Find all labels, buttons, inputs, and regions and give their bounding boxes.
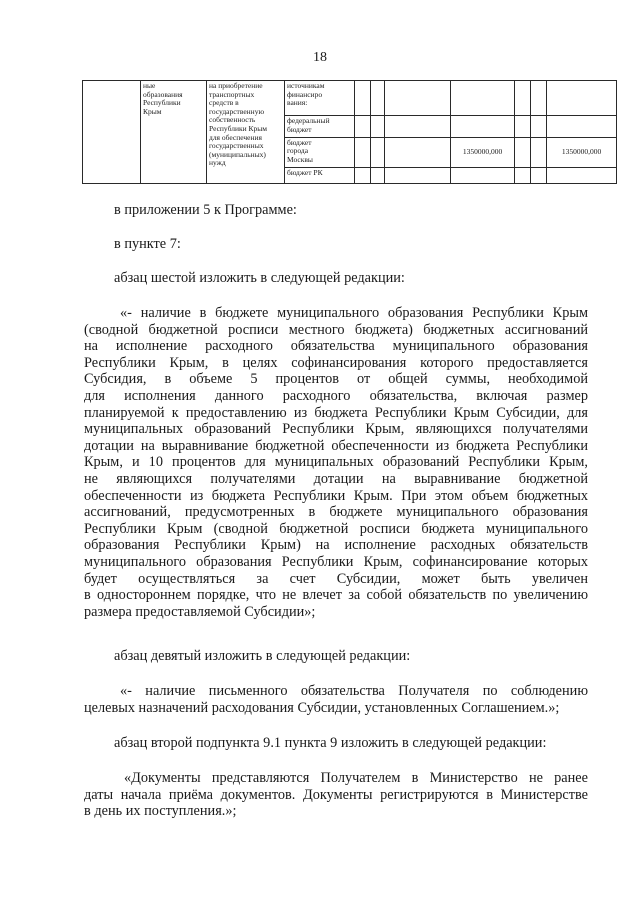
paragraph-instruction: абзац шестой изложить в следующей редакции: <box>114 270 405 286</box>
table-amount-cell: 1350000,000 <box>451 137 515 167</box>
paragraph-instruction-ninth: абзац девятый изложить в следующей редакции: <box>114 648 411 664</box>
table-purpose-cell: на приобретение транспортных средств в государственную собственность Республики Крым для обеспечения государственных (муниципальных) нужд <box>207 81 285 184</box>
paragraph-quote-documents: «Документы представляются Получателем в Министерство не ранее даты начала приёма документов. Документы регистрируются в Министерстве в день их поступления.»; <box>84 770 588 820</box>
table-source-moscow: бюджет города Москвы <box>285 137 355 167</box>
table-recipient-cell: ные образования Республики Крым <box>141 81 207 184</box>
table-source-federal: федеральный бюджет <box>285 116 355 137</box>
paragraph-instruction-subpoint: абзац второй подпункта 9.1 пункта 9 изложить в следующей редакции: <box>114 735 547 751</box>
paragraph-quote-budget: «- наличие в бюджете муниципального образования Республики Крым (сводной бюджетной росписи местного бюджета) бюджетных ассигнований на исполнение расходного обязательства муниципального образования Республики Крым, в целях софинансирования которого предоставляется Субсидия, в объеме 5 процентов от общей суммы, необходимой для исполнения данного расходного обязательства, включая размер планируемой к предоставлению из бюджета Республики Крым Субсидии, для муниципальных образований Республики Крым, являющихся получателями дотации на выравнивание бюджетной обеспеченности из бюджета Республики Крым, и 10 процентов для муниципальных образований Республики Крым, не являющихся получателями дотации на выравнивание бюджетной обеспеченности из бюджета Республики Крым. При этом объем бюджетных ассигнований, предусмотренных в бюджете муниципального образования Республики Крым (сводной бюджетной росписи бюджета муниципального образования Республики Крым) на исполнение расходных обязательств муниципального образования Республики Крым, софинансирование которых будет осуществляться за счет Субсидии, может быть увеличен в одностороннем порядке, что не влечет за собой обязательств по увеличению размера предоставляемой Субсидии»; <box>84 305 588 620</box>
paragraph-point: в пункте 7: <box>114 236 181 252</box>
table-sources-header: источникам финансиро вания: <box>285 81 355 116</box>
paragraph-appendix: в приложении 5 к Программе: <box>114 202 297 218</box>
table-empty-cell <box>83 81 141 184</box>
table-source-rk: бюджет РК <box>285 167 355 183</box>
page-number: 18 <box>313 50 327 65</box>
table-amount-total-cell: 1350000,000 <box>547 137 617 167</box>
paragraph-quote-obligation: «- наличие письменного обязательства Получателя по соблюдению целевых назначений расходования Субсидии, установленных Соглашением.»; <box>84 683 588 716</box>
financing-table <box>82 80 617 184</box>
